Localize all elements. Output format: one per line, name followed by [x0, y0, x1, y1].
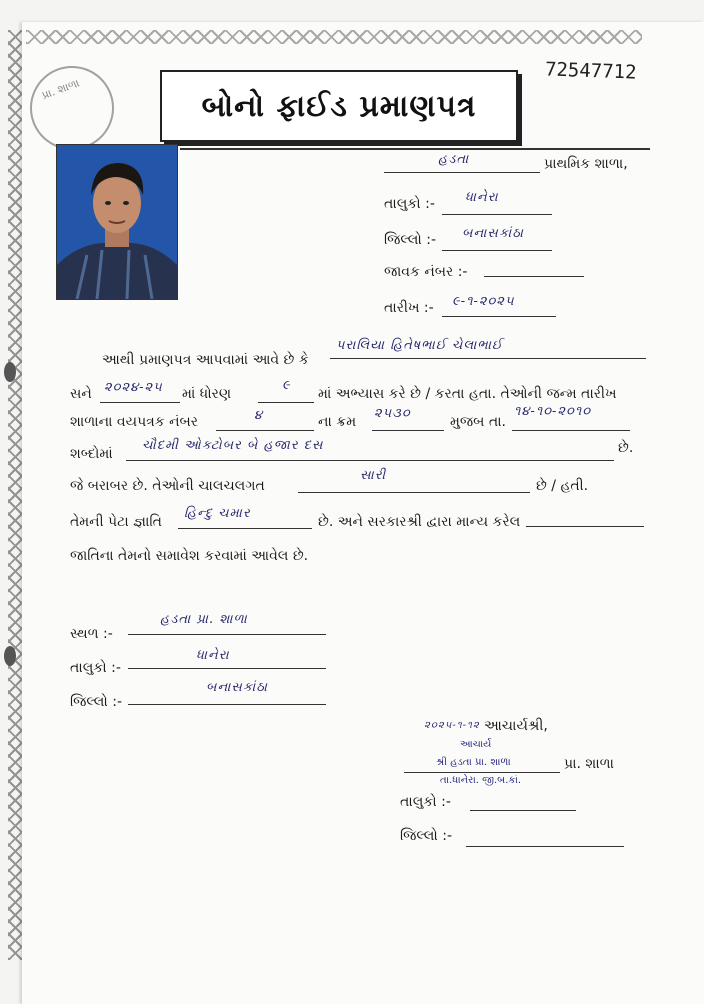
date-label: તારીખ :- [384, 300, 434, 316]
body-words-label: શબ્દોમાં [70, 446, 113, 462]
footer-taluka-value: ધાનેરા [196, 648, 230, 663]
body-line-4-end: છે. [618, 440, 634, 456]
school-suffix: પ્રાથમિક શાળા, [544, 156, 628, 172]
footer-district-label: જિલ્લો :- [70, 694, 122, 710]
title-divider [180, 148, 650, 150]
taluka-value: ધાનેરા [465, 190, 499, 205]
taluka-label: તાલુકો :- [384, 196, 435, 212]
footer-district-value: બનાસકાંઠા [206, 680, 268, 695]
principal-label: આચાર્યશ્રી, [484, 718, 548, 734]
body-line-1: આથી પ્રમાણપત્ર આપવામાં આવે છે કે [102, 352, 309, 368]
student-photo [56, 144, 178, 300]
principal-seal-school: શ્રી હડતા પ્રા. શાળા [436, 757, 511, 768]
principal-seal-address: તા.ધાનેરા. જી.બ.કાં. [440, 775, 522, 786]
register-number: ૪ [254, 408, 264, 423]
body-line-6-rest: છે. અને સરકારશ્રી દ્વારા માન્ય કરેલ [318, 514, 521, 530]
date-value: ૯-૧-૨૦૨૫ [452, 294, 515, 309]
register-line [216, 410, 314, 431]
recognized-caste-line [526, 506, 644, 527]
principal-taluka-line [470, 790, 576, 811]
binder-hole [4, 646, 16, 666]
register-serial: ૨૫૩૦ [374, 406, 411, 421]
district-value: બનાસકાંઠા [462, 226, 524, 241]
footer-taluka-label: તાલુકો :- [70, 660, 121, 676]
corner-stamp: પ્રા. શાળા [18, 54, 126, 162]
student-name: પરાલિયા હિતેષભાઈ ચેલાભાઈ [336, 338, 503, 353]
conduct-line [298, 472, 530, 493]
binder-hole [4, 362, 16, 382]
body-conduct-label: જે બરાબર છે. તેઓની ચાલચલગત [70, 478, 265, 494]
body-line-5-end: છે / હતી. [536, 478, 589, 494]
conduct-value: સારી [360, 468, 387, 483]
principal-seal: આચાર્ય [460, 739, 492, 750]
body-standard-label: માં ધોરણ [182, 386, 232, 402]
outward-number-label: જાવક નંબર :- [384, 264, 468, 280]
body-serial-label: ના ક્રમ [318, 414, 357, 430]
district-label: જિલ્લો :- [384, 232, 436, 248]
principal-school-suffix: પ્રા. શાળા [564, 756, 614, 772]
standard-value: ૯ [282, 378, 291, 393]
serial-number: 72547712 [544, 58, 637, 84]
principal-district-label: જિલ્લો :- [400, 828, 452, 844]
principal-district-line [466, 826, 624, 847]
place-value: હડતા પ્રા. શાળા [160, 612, 248, 627]
signature-date: ૨૦૨૫-૧-૧૨ [424, 720, 480, 731]
outward-number-line [484, 256, 584, 277]
principal-taluka-label: તાલુકો :- [400, 794, 451, 810]
place-label: સ્થળ :- [70, 626, 113, 642]
birth-date-words: ચૌદમી ઓક્ટોબર બે હજાર દસ [142, 438, 324, 453]
left-decorative-border [8, 30, 22, 960]
certificate-title: બોનો ફાઈડ પ્રમાણપત્ર [160, 70, 518, 142]
body-line-2-rest: માં અભ્યાસ કરે છે / કરતા હતા. તેઓની જન્મ તારીખ [318, 386, 617, 402]
birth-date: ૧૪-૧૦-૨૦૧૦ [514, 404, 592, 419]
academic-year: ૨૦૨૪-૨૫ [104, 380, 163, 395]
body-line-7: જાતિના તેમનો સમાવેશ કરવામાં આવેલ છે. [70, 548, 309, 564]
school-name: હડતા [438, 152, 470, 167]
body-caste-label: તેમની પેટા જ્ઞાતિ [70, 514, 162, 530]
sub-caste: હિન્દુ ચમાર [184, 506, 251, 521]
top-decorative-border [26, 30, 642, 44]
body-year-label: સને [70, 386, 92, 402]
body-birthdate-label: મુજબ તા. [450, 414, 506, 430]
body-register-label: શાળાના વયપત્રક નંબર [70, 414, 199, 430]
